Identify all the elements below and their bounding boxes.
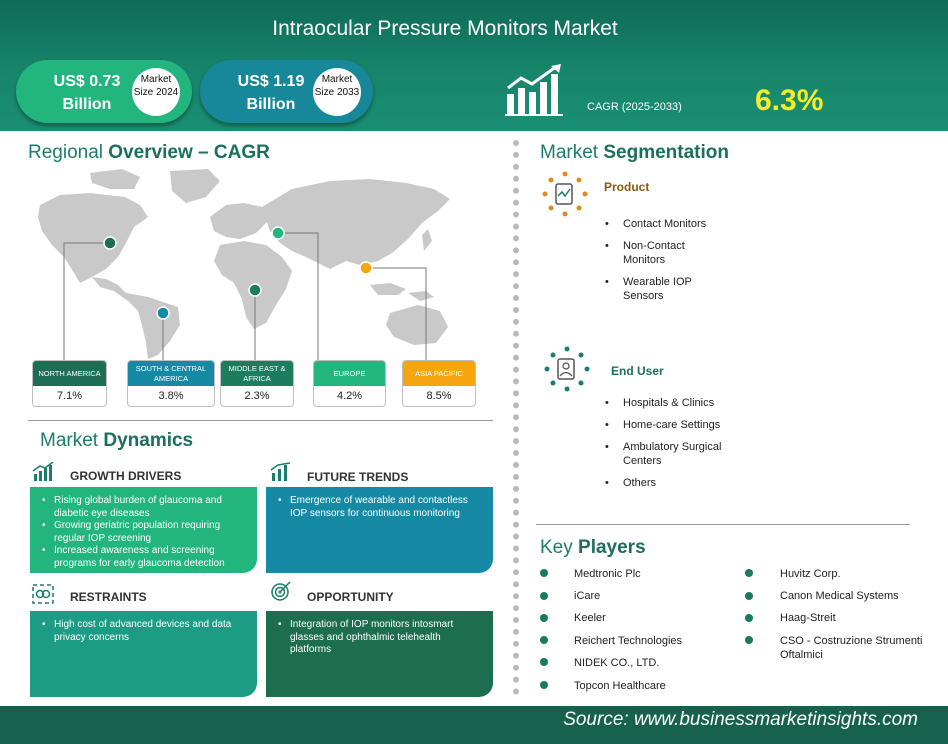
product-item: • Non-Contact Monitors (605, 239, 715, 267)
market-size-2033-value: US$ 1.19 Billion (237, 73, 305, 113)
future-trends-box (266, 487, 493, 573)
regional-title-bold: Overview – CAGR (108, 142, 270, 163)
market-dynamics-title (40, 430, 193, 452)
dynamics-title-prefix: Market (40, 430, 99, 451)
player-bullet (745, 569, 753, 577)
player-bullet (540, 569, 548, 577)
future-trends-icon (270, 462, 292, 482)
marker-asia-pacific (360, 262, 372, 274)
region-card-europe (313, 360, 386, 407)
product-heading: Product (604, 180, 650, 194)
region-card-asia-pacific (402, 360, 476, 407)
future-trend-item: • Emergence of wearable and contactless IOP sensors for continuous monitoring (278, 495, 481, 520)
player-name: NIDEK CO., LTD. (574, 657, 660, 669)
marker-north-america (104, 237, 116, 249)
region-name: SOUTH & CENTRAL AMERICA (128, 361, 214, 386)
player-name: Reichert Technologies (574, 635, 683, 647)
product-item: • Contact Monitors (605, 217, 715, 231)
segmentation-title-prefix: Market (540, 142, 599, 163)
restraints-box (30, 611, 257, 697)
growth-drivers-icon (32, 462, 54, 482)
region-name: EUROPE (314, 361, 385, 386)
segmentation-title-bold: Segmentation (603, 142, 729, 163)
player-name: Medtronic Plc (574, 568, 641, 580)
growth-drivers-heading: GROWTH DRIVERS (70, 469, 182, 483)
market-segmentation-title (540, 142, 729, 164)
restraints-heading: RESTRAINTS (70, 590, 147, 604)
region-cagr-value: 4.2% (336, 390, 363, 402)
player-name: Topcon Healthcare (574, 680, 666, 692)
future-trends-heading: FUTURE TRENDS (307, 470, 409, 484)
product-item: • Wearable IOP Sensors (605, 275, 715, 303)
key-players-title-prefix: Key (540, 537, 573, 558)
player-bullet (540, 658, 548, 666)
growth-driver-item: • Rising global burden of glaucoma and diabetic eye diseases (42, 495, 245, 520)
player-name: Huvitz Corp. (780, 568, 841, 580)
player-bullet (540, 636, 548, 644)
end-user-item: • Home-care Settings (605, 418, 735, 432)
growth-driver-item: • Increased awareness and screening programs for early glaucoma detection (42, 545, 245, 570)
end-user-item: • Ambulatory Surgical Centers (605, 440, 735, 468)
player-bullet (745, 592, 753, 600)
marker-middle-east-africa (249, 284, 261, 296)
key-players-title (540, 537, 646, 559)
player-bullet (540, 681, 548, 689)
player-bullet (745, 614, 753, 622)
column-divider (513, 140, 519, 695)
cagr-label: CAGR (2025-2033) (587, 101, 682, 113)
regional-title-prefix: Regional (28, 142, 103, 163)
key-players-title-bold: Players (578, 537, 646, 558)
player-name: Canon Medical Systems (780, 590, 899, 602)
market-size-2033-label: Market Size 2033 (313, 68, 361, 116)
end-user-list (605, 396, 735, 498)
region-name: ASIA PACIFIC (403, 361, 475, 386)
footer-bar (0, 706, 948, 744)
market-size-2024-label: Market Size 2024 (132, 68, 180, 116)
region-card-south-central-america (127, 360, 215, 407)
restraint-item: • High cost of advanced devices and data privacy concerns (42, 619, 245, 644)
market-size-2024-value: US$ 0.73 Billion (53, 73, 121, 113)
player-name: Haag-Streit (780, 612, 836, 624)
restraints-icon (32, 584, 54, 604)
region-card-middle-east-africa (220, 360, 294, 407)
end-user-item: • Others (605, 476, 735, 490)
region-name: MIDDLE EAST & AFRICA (221, 361, 293, 386)
region-cagr-value: 2.3% (244, 390, 270, 402)
region-card-north-america (32, 360, 107, 407)
page-title: Intraocular Pressure Monitors Market (272, 17, 618, 40)
region-leader-lines (0, 0, 500, 420)
end-user-heading: End User (611, 364, 664, 378)
growth-drivers-box (30, 487, 257, 573)
end-user-icon (544, 346, 590, 392)
opportunity-icon (270, 580, 292, 602)
opportunity-item: • Integration of IOP monitors intosmart glasses and ophthalmic telehealth platforms (278, 619, 481, 657)
region-cagr-value: 3.8% (158, 390, 184, 402)
region-cagr-value: 8.5% (426, 390, 452, 402)
player-name: CSO - Costruzione Strumenti Oftalmici (780, 635, 923, 661)
marker-south-central-america (157, 307, 169, 319)
player-name: Keeler (574, 612, 606, 624)
opportunity-box (266, 611, 493, 697)
player-bullet (540, 592, 548, 600)
source-text: Source: www.businessmarketinsights.com (563, 709, 918, 730)
marker-europe (272, 227, 284, 239)
dynamics-title-bold: Dynamics (103, 430, 194, 451)
product-list (605, 217, 715, 311)
cagr-value: 6.3% (755, 84, 824, 117)
product-icon (542, 171, 588, 217)
section-divider (28, 420, 493, 421)
player-name: iCare (574, 590, 601, 602)
growth-driver-item: • Growing geriatric population requiring regular IOP screening (42, 520, 245, 545)
player-bullet (745, 636, 753, 644)
region-name: NORTH AMERICA (33, 361, 106, 386)
opportunity-heading: OPPORTUNITY (307, 590, 394, 604)
region-cagr-value: 7.1% (56, 390, 83, 402)
end-user-item: • Hospitals & Clinics (605, 396, 735, 410)
player-bullet (540, 614, 548, 622)
section-divider (536, 524, 910, 525)
growth-chart-icon (505, 64, 565, 118)
